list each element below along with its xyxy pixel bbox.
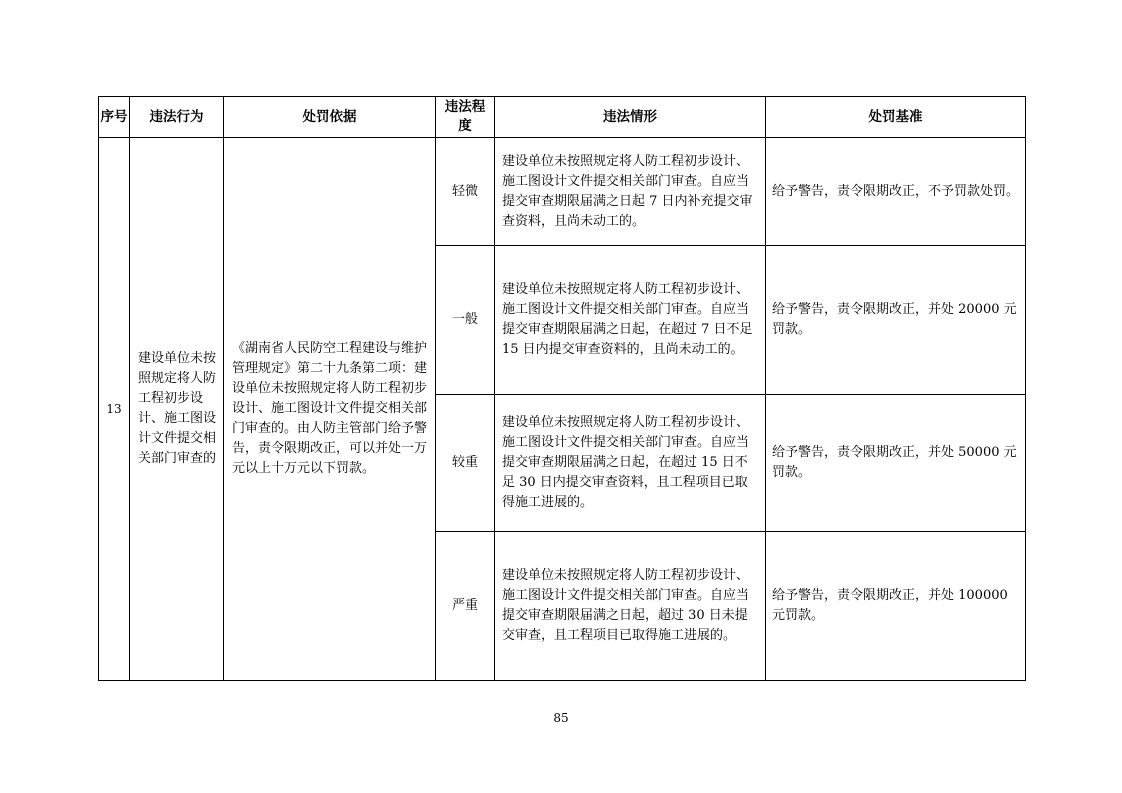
header-level: 违法程度 <box>436 97 495 138</box>
standard-cell: 给予警告，责令限期改正，并处 50000 元罚款。 <box>766 395 1026 532</box>
basis-cell: 《湖南省人民防空工程建设与维护管理规定》第二十九条第二项：建设单位未按照规定将人防工程初步设计、施工图设计文件提交相关部门审查的。由人防主管部门给予警告，责令限期改正，可以并处一万元以上十万元以下罚款。 <box>224 138 436 681</box>
level-cell: 较重 <box>436 395 495 532</box>
level-cell: 轻微 <box>436 138 495 246</box>
level-cell: 严重 <box>436 532 495 681</box>
situation-cell: 建设单位未按照规定将人防工程初步设计、施工图设计文件提交相关部门审查。自应当提交审查期限届满之日起，在超过 15 日不足 30 日内提交审查资料，且工程项目已取得施工进展的。 <box>495 395 766 532</box>
header-standard: 处罚基准 <box>766 97 1026 138</box>
header-situation: 违法情形 <box>495 97 766 138</box>
level-cell: 一般 <box>436 246 495 395</box>
header-behavior: 违法行为 <box>130 97 224 138</box>
table-row <box>99 138 1026 246</box>
standard-cell: 给予警告，责令限期改正，并处 100000 元罚款。 <box>766 532 1026 681</box>
behavior-cell: 建设单位未按照规定将人防工程初步设计、施工图设计文件提交相关部门审查的 <box>130 138 224 681</box>
header-basis: 处罚依据 <box>224 97 436 138</box>
situation-cell: 建设单位未按照规定将人防工程初步设计、施工图设计文件提交相关部门审查。自应当提交审查期限届满之日起，超过 30 日未提交审查，且工程项目已取得施工进展的。 <box>495 532 766 681</box>
table-header-row <box>99 97 1026 138</box>
seq-cell: 13 <box>99 138 130 681</box>
situation-cell: 建设单位未按照规定将人防工程初步设计、施工图设计文件提交相关部门审查。自应当提交审查期限届满之日起 7 日内补充提交审查资料，且尚未动工的。 <box>495 138 766 246</box>
penalty-standard-table <box>98 96 1026 681</box>
standard-cell: 给予警告，责令限期改正，并处 20000 元罚款。 <box>766 246 1026 395</box>
page-number: 85 <box>553 711 569 725</box>
header-seq: 序号 <box>99 97 130 138</box>
situation-cell: 建设单位未按照规定将人防工程初步设计、施工图设计文件提交相关部门审查。自应当提交审查期限届满之日起，在超过 7 日不足 15 日内提交审查资料的，且尚未动工的。 <box>495 246 766 395</box>
standard-cell: 给予警告，责令限期改正，不予罚款处罚。 <box>766 138 1026 246</box>
